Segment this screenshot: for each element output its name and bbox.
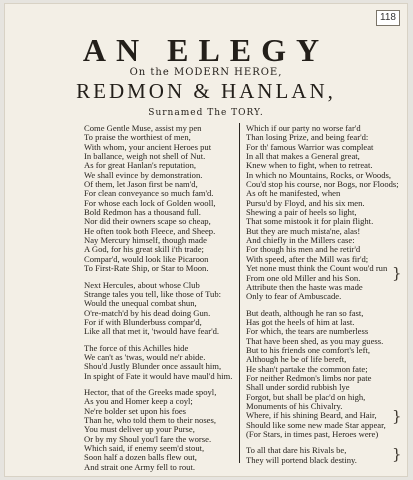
poem-line: For though his men and he retir'd	[246, 244, 361, 255]
poem-line: Although he be of life bereft,	[246, 354, 347, 365]
poem-line: (For Stars, in times past, Heroes were)	[246, 429, 379, 439]
hero-names: REDMON & HANLAN,	[76, 79, 336, 103]
poem-line: In spight of Fate it would have maul'd him.	[84, 370, 233, 381]
poem-line: A God, for his great skill i'th trade;	[84, 244, 204, 255]
poem-line: Than he, who told them to their noses,	[84, 414, 216, 425]
poem-line: He shan't partake the common fate;	[246, 363, 368, 374]
poem-line: For whose each lock of Golden wooll,	[84, 197, 216, 208]
triplet-brace: }	[392, 445, 402, 463]
poem-line: But death, although he ran so fast,	[246, 307, 364, 318]
poem-line: Shou'd Justly Blunder once assault him,	[84, 361, 222, 372]
poem-line: That some mistook it for plain flight.	[246, 216, 374, 227]
triplet-brace: }	[392, 407, 402, 425]
poem-left-column	[84, 124, 232, 472]
poem-line: Forgot, but shall be plac'd on high,	[246, 391, 366, 402]
poem-line: Shall under sordid rubbish lye	[246, 382, 350, 393]
broadside-sheet	[4, 3, 408, 477]
poem-line: But to his friends one comfort's left,	[246, 344, 370, 355]
subtitle: On the MODERN HEROE,	[129, 67, 283, 78]
poem-line: O're-match'd by his dead doing Gun.	[84, 307, 211, 318]
poem-line: Which if our party no worse far'd	[246, 123, 361, 133]
poem-line: Which said, if enemy seem'd stout,	[84, 443, 205, 453]
poem-line: Than losing Prize, and being fear'd:	[246, 132, 369, 143]
column-divider	[239, 123, 240, 463]
poem-line: To all that dare his Rivals be,	[246, 445, 347, 456]
poem-line: Monuments of his Chivalry.	[246, 400, 343, 411]
poem-line: They will portend black destiny.	[246, 454, 357, 465]
poem-line: To praise the worthiest of men,	[84, 132, 191, 143]
poem-line: Knew when to fight, when to retreat.	[246, 160, 373, 171]
poem-line: With speed, after the Mill was fir'd;	[246, 253, 369, 264]
poem-line: Has got the heels of him at last.	[246, 316, 355, 327]
poem-line: For clean conveyance so much fam'd.	[84, 188, 214, 199]
poem-line: Yet none must think the Count wou'd run	[246, 263, 388, 274]
poem-line: And strait one Army fell to rout.	[84, 461, 195, 472]
poem-line: Cou'd stop his course, nor Bogs, nor Floods;	[246, 179, 399, 190]
poem-line: With whom, your ancient Heroes put	[84, 141, 212, 152]
poem-line: Next Hercules, about whose Club	[84, 279, 200, 290]
poem-line: For if with Blunderbuss compar'd,	[84, 316, 202, 327]
poem-line: Would the unequal combat shun,	[84, 298, 197, 309]
poem-line: Bold Redmon has a thousand full.	[84, 207, 201, 218]
poem-line: For which, the tears are numberless	[246, 326, 369, 337]
surname-line: Surnamed The TORY.	[148, 108, 264, 118]
poem-line: For th' famous Warrior was compleat	[246, 141, 374, 152]
poem-line: From one old Miller and his Son.	[246, 272, 361, 283]
poem-line: Hector, that of the Greeks made spoyl,	[84, 386, 217, 397]
poem-line: We shall evince by demonstration.	[84, 169, 203, 180]
poem-line: That have been shed, as you may guess.	[246, 335, 384, 346]
poem-line: As you and Homer keep a coyl;	[84, 396, 193, 407]
poem-line: As for great Hanlan's reputation,	[84, 160, 197, 171]
poem-line: For neither Redmon's limbs nor pate	[246, 372, 372, 383]
poem-line: Or by my Shoul you'l fare the worse.	[84, 433, 212, 444]
poem-line: Pursu'd by Floyd, and his six men.	[246, 197, 365, 208]
poem-line: Attribute then the haste was made	[246, 281, 363, 292]
poem-line: Strange tales you tell, like those of Tub:	[84, 288, 222, 299]
poem-line: In which no Mountains, Rocks, or Woods,	[246, 169, 391, 180]
poem-line: He often took both Fleece, and Sheep.	[84, 225, 216, 236]
poem-line: To First-Rate Ship, or Star to Moon.	[84, 263, 209, 274]
poem-line: Come Gentle Muse, assist my pen	[84, 123, 202, 133]
poem-line: The force of this Achilles hide	[84, 342, 189, 353]
poem-line: You must deliver up your Purse,	[84, 424, 195, 435]
poem-right-column	[246, 124, 398, 465]
poem-line: We can't as 'twas, would ne'r abide.	[84, 351, 206, 362]
poem-line: Nay Mercury himself, though made	[84, 235, 207, 246]
poem-line: But they are much mista'ne, alas!	[246, 225, 361, 236]
triplet-brace: }	[392, 264, 402, 282]
poem-line: Soon half a dozen balls flew out,	[84, 452, 197, 463]
poem-line: Should like some new made Star appear,	[246, 419, 386, 430]
shelfmark-label: 118	[376, 10, 400, 26]
page-title: AN ELEGY	[82, 32, 330, 68]
poem-line: Ne're bolder set upon his foes	[84, 405, 187, 416]
poem-line: Like all that met it, 'twould have fear'd.	[84, 326, 220, 337]
poem-line: Only to fear of Ambuscade.	[246, 291, 342, 302]
poem-line: Where, if his shining Beard, and Hair,	[246, 410, 377, 421]
poem-line: Compar'd, would look like Picaroon	[84, 253, 209, 264]
poem-line: As oft he manifested, when	[246, 188, 341, 199]
poem-line: Of them, let Jason first be nam'd,	[84, 179, 198, 190]
poem-line: In ballance, weigh not shell of Nut.	[84, 151, 206, 162]
poem-line: And chiefly in the Millers case:	[246, 235, 355, 246]
poem-line: Shewing a pair of heels so light,	[246, 207, 357, 218]
poem-line: In all that makes a General great,	[246, 151, 360, 162]
poem-line: Nor did their owners scape so cheap,	[84, 216, 211, 227]
